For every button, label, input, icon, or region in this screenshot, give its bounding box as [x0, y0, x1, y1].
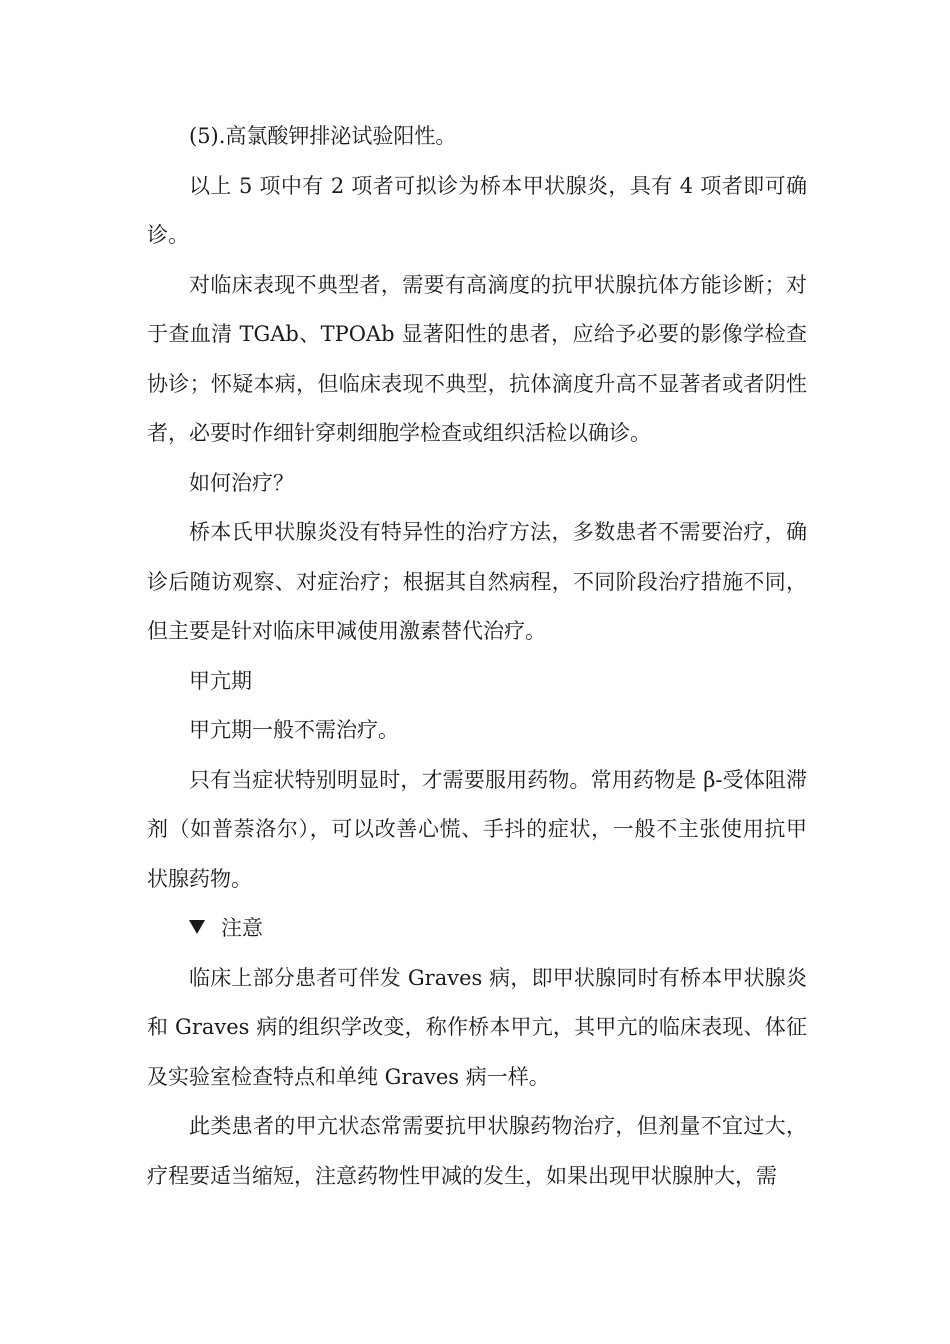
paragraph-no-treatment-needed: 甲亢期一般不需治疗。: [189, 718, 399, 742]
paragraph-treatment-overview: 桥本氏甲状腺炎没有特异性的治疗方法，多数患者不需要治疗，确诊后随访观察、对症治疗；根据其自然病程，不同阶段治疗措施不同，但主要是针对临床甲减使用激素替代治疗。: [147, 520, 807, 643]
paragraph-graves-comorbidity: 临床上部分患者可伴发 Graves 病，即甲状腺同时有桥本甲状腺炎和 Graves 病的组织学改变，称作桥本甲亢，其甲亢的临床表现、体征及实验室检查特点和单纯 Graves 病一样。: [147, 965, 807, 1089]
triangle-down-icon: [189, 920, 205, 934]
document-body: [147, 112, 807, 1201]
paragraph-atypical-cases: 对临床表现不典型者，需要有高滴度的抗甲状腺抗体方能诊断；对于查血清 TGAb、TPOAb 显著阳性的患者，应给予必要的影像学检查协诊；怀疑本病，但临床表现不典型，抗体滴度升高不显著者或者阴性者，必要时作细针穿刺细胞学检查或组织活检以确诊。: [147, 272, 807, 445]
paragraph-beta-blocker: 只有当症状特别明显时，才需要服用药物。常用药物是 β-受体阻滞剂（如普萘洛尔），可以改善心慌、手抖的症状，一般不主张使用抗甲状腺药物。: [147, 767, 807, 891]
note-heading: [147, 904, 807, 954]
paragraph-hashitoxicosis-treatment: 此类患者的甲亢状态常需要抗甲状腺药物治疗，但剂量不宜过大，疗程要适当缩短，注意药物性甲减的发生，如果出现甲状腺肿大，需: [147, 1114, 807, 1188]
note-label: 注意: [221, 916, 263, 940]
paragraph-criterion-5: (5).高氯酸钾排泌试验阳性。: [189, 124, 457, 148]
heading-hyperthyroid-phase: 甲亢期: [189, 668, 252, 693]
paragraph-diagnosis-rule: 以上 5 项中有 2 项者可拟诊为桥本甲状腺炎，具有 4 项者即可确诊。: [147, 173, 807, 247]
heading-how-to-treat: 如何治疗？: [189, 470, 294, 495]
